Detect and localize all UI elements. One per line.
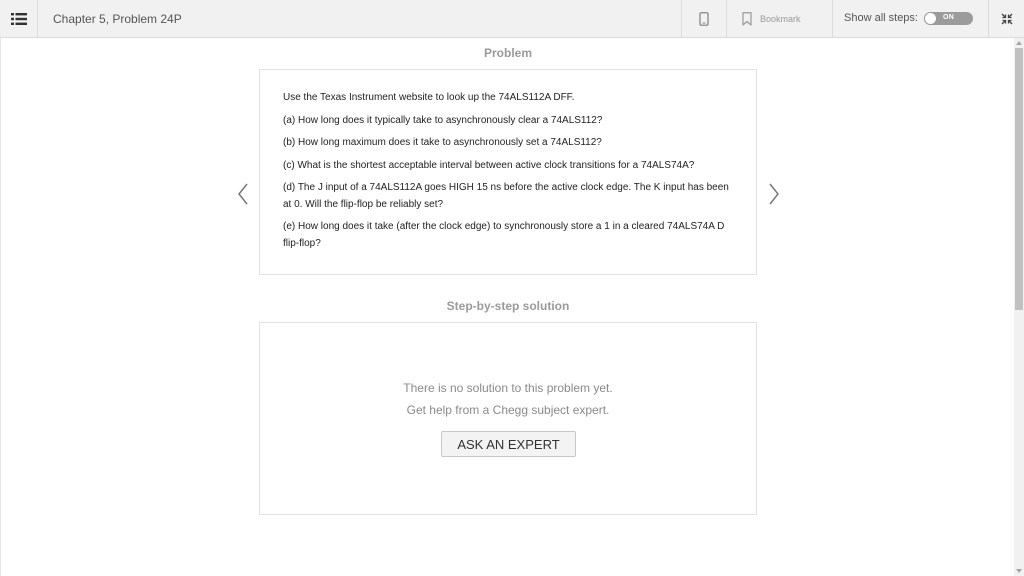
bookmark-icon: [742, 12, 752, 26]
collapse-button[interactable]: [989, 0, 1024, 37]
problem-part-d: (d) The J input of a 74ALS112A goes HIGH 15 ns before the active clock edge. The K input has been at 0. Will the flip-flop be reliably set?: [283, 182, 729, 210]
scroll-down-icon[interactable]: [1016, 569, 1022, 573]
problem-section-title: Problem: [483, 46, 532, 60]
problem-statement-box: [259, 69, 757, 275]
chevron-left-icon: [235, 181, 251, 207]
menu-button[interactable]: [0, 0, 38, 37]
bookmark-label: Bookmark: [760, 13, 801, 24]
solution-box: [259, 322, 757, 515]
problem-part-b: (b) How long maximum does it take to asynchronously set a 74ALS112?: [283, 137, 602, 148]
top-toolbar: [0, 0, 1024, 38]
problem-intro: Use the Texas Instrument website to look up the 74ALS112A DFF.: [283, 92, 575, 103]
vertical-scrollbar[interactable]: [1014, 38, 1024, 576]
toggle-knob: [924, 12, 937, 25]
problem-part-e: (e) How long does it take (after the clock edge) to synchronously store a 1 in a cleared 74ALS74A D flip-flop?: [283, 221, 725, 249]
bookmark-button[interactable]: [727, 0, 832, 37]
solution-section-title: Step-by-step solution: [446, 299, 570, 313]
show-all-steps-label: Show all steps:: [844, 12, 918, 24]
toolbar-divider: [832, 0, 833, 37]
mobile-view-button[interactable]: [682, 0, 726, 37]
list-icon: [11, 13, 27, 25]
main-content: [0, 38, 1014, 576]
ask-an-expert-button[interactable]: ASK AN EXPERT: [441, 431, 576, 457]
problem-part-a: (a) How long does it typically take to asynchronously clear a 74ALS112?: [283, 114, 603, 126]
next-problem-button[interactable]: [766, 181, 782, 207]
mobile-icon: [699, 12, 709, 26]
previous-problem-button[interactable]: [235, 181, 251, 207]
toggle-state-text: ON: [943, 14, 955, 21]
chevron-right-icon: [766, 181, 782, 207]
chapter-title: Chapter 5, Problem 24P: [53, 12, 182, 26]
scrollbar-thumb[interactable]: [1015, 48, 1023, 310]
get-help-message: Get help from a Chegg subject expert.: [406, 403, 610, 417]
problem-part-c: (c) What is the shortest acceptable interval between active clock transitions for a 74ALS74A?: [283, 159, 695, 171]
no-solution-message: There is no solution to this problem yet.: [403, 381, 613, 395]
show-all-steps-toggle[interactable]: [924, 12, 973, 25]
collapse-icon: [1001, 13, 1013, 25]
scroll-up-icon[interactable]: [1016, 41, 1022, 45]
